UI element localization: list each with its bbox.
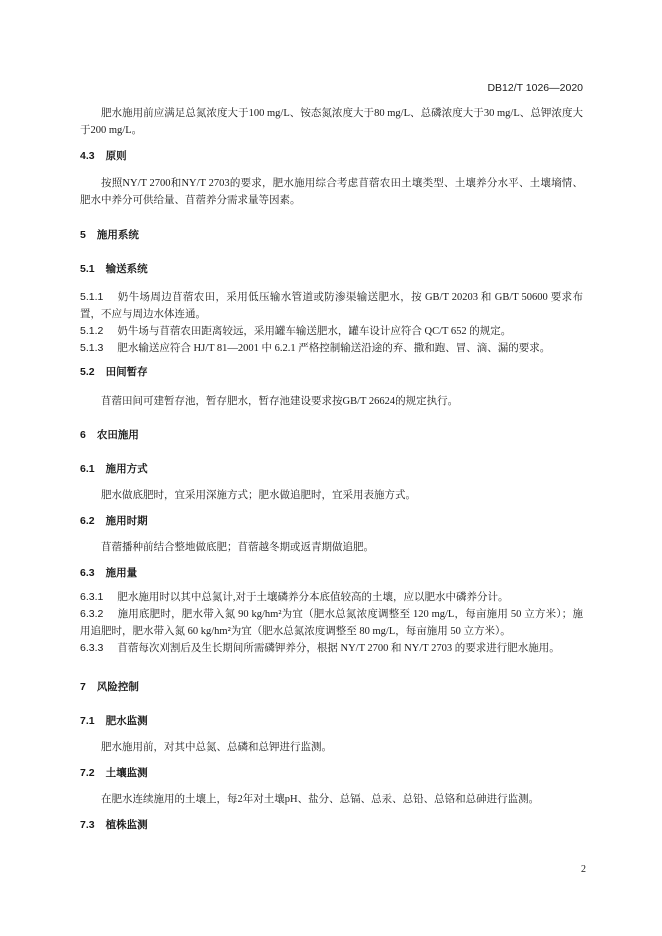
heading-number: 5 (80, 229, 86, 241)
clause-text: 奶牛场与苜蓿农田距离较远，采用罐车输送肥水，罐车设计应符合 QC/T 652 的规定。 (117, 326, 512, 337)
clause-5-1-3 (80, 340, 583, 357)
heading-title: 植株监测 (105, 819, 148, 831)
page-number: 2 (581, 864, 586, 875)
heading-number: 7 (80, 681, 86, 693)
heading-title: 肥水监测 (105, 715, 148, 727)
heading-title: 土壤监测 (105, 767, 148, 779)
clause-text: 肥水输送应符合 HJ/T 81—2001 中 6.2.1 严格控制输送沿途的弃、撒和跑、冒、滴、漏的要求。 (117, 343, 551, 354)
heading-title: 施用系统 (96, 229, 139, 241)
heading-number: 4.3 (80, 150, 95, 162)
heading-number: 7.3 (80, 819, 95, 831)
heading-number: 6.1 (80, 463, 95, 475)
running-header-standard-code: DB12/T 1026—2020 (487, 82, 583, 94)
paragraph-5-2: 苜蓿田间可建暂存池，暂存肥水，暂存池建设要求按GB/T 26624的规定执行。 (101, 396, 459, 407)
clause-6-3-3 (80, 640, 583, 657)
heading-7-1 (80, 713, 583, 730)
clause-number: 6.3.3 (80, 642, 104, 654)
clause-6-3-1 (80, 589, 583, 606)
clause-5-1-1 (80, 289, 583, 323)
clause-text: 施用底肥时，肥水带入氮 90 kg/hm²为宜（肥水总氮浓度调整至 120 mg/L，每亩施用 50 立方米）；施用追肥时，肥水带入氮 60 kg/hm²为宜（肥水总氮浓度调整至 80 mg/L，每亩施用 50 立方米）。 (80, 609, 583, 637)
paragraph-7-1: 肥水施用前，对其中总氮、总磷和总钾进行监测。 (101, 742, 332, 753)
heading-6-1 (80, 461, 583, 478)
heading-title: 田间暂存 (105, 366, 148, 378)
paragraph-continued: 肥水施用前应满足总氮浓度大于100 mg/L、铵态氮浓度大于80 mg/L、总磷浓度大于30 mg/L、总钾浓度大于200 mg/L。 (80, 108, 583, 136)
clause-5-1-2 (80, 323, 583, 340)
clause-text: 肥水施用时以其中总氮计,对于土壤磷养分本底值较高的土壤，应以肥水中磷养分计。 (117, 592, 509, 603)
heading-6-2 (80, 513, 583, 530)
heading-number: 6 (80, 429, 86, 441)
clause-number: 5.1.2 (80, 325, 104, 337)
heading-number: 5.2 (80, 366, 95, 378)
heading-7-3 (80, 817, 583, 834)
heading-5-1 (80, 261, 583, 278)
clause-6-3-2 (80, 606, 583, 640)
heading-6 (80, 427, 583, 444)
paragraph-7-2: 在肥水连续施用的土壤上，每2年对土壤pH、盐分、总镉、总汞、总铅、总铬和总砷进行监测。 (101, 794, 540, 805)
clause-text: 苜蓿每次刈割后及生长期间所需磷钾养分，根据 NY/T 2700 和 NY/T 2703 的要求进行肥水施用。 (117, 643, 560, 654)
heading-7 (80, 679, 583, 696)
paragraph-4-3: 按照NY/T 2700和NY/T 2703的要求，肥水施用综合考虑苜蓿农田土壤类型、土壤养分水平、土壤墒情、肥水中养分可供给量、苜蓿养分需求量等因素。 (80, 178, 583, 206)
clause-number: 5.1.1 (80, 291, 104, 303)
heading-5 (80, 227, 583, 244)
paragraph-6-2: 苜蓿播种前结合整地做底肥；苜蓿越冬期或返青期做追肥。 (101, 542, 374, 553)
heading-6-3 (80, 565, 583, 582)
heading-title: 施用时期 (105, 515, 148, 527)
heading-title: 输送系统 (105, 263, 148, 275)
heading-number: 7.1 (80, 715, 95, 727)
heading-4-3 (80, 148, 583, 165)
heading-number: 6.3 (80, 567, 95, 579)
heading-title: 施用量 (105, 567, 138, 579)
clause-number: 6.3.2 (80, 608, 104, 620)
heading-title: 原则 (105, 150, 127, 162)
clause-number: 6.3.1 (80, 591, 104, 603)
paragraph-6-1: 肥水做底肥时，宜采用深施方式；肥水做追肥时，宜采用表施方式。 (101, 490, 416, 501)
heading-title: 风险控制 (96, 681, 139, 693)
heading-title: 施用方式 (105, 463, 148, 475)
page-content (80, 105, 583, 834)
heading-number: 5.1 (80, 263, 95, 275)
heading-7-2 (80, 765, 583, 782)
heading-title: 农田施用 (96, 429, 139, 441)
heading-5-2 (80, 364, 583, 381)
clause-number: 5.1.3 (80, 342, 104, 354)
clause-text: 奶牛场周边苜蓿农田，采用低压输水管道或防渗渠输送肥水，按 GB/T 20203 和 GB/T 50600 要求布置，不应与周边水体连通。 (80, 292, 583, 320)
heading-number: 7.2 (80, 767, 95, 779)
heading-number: 6.2 (80, 515, 95, 527)
